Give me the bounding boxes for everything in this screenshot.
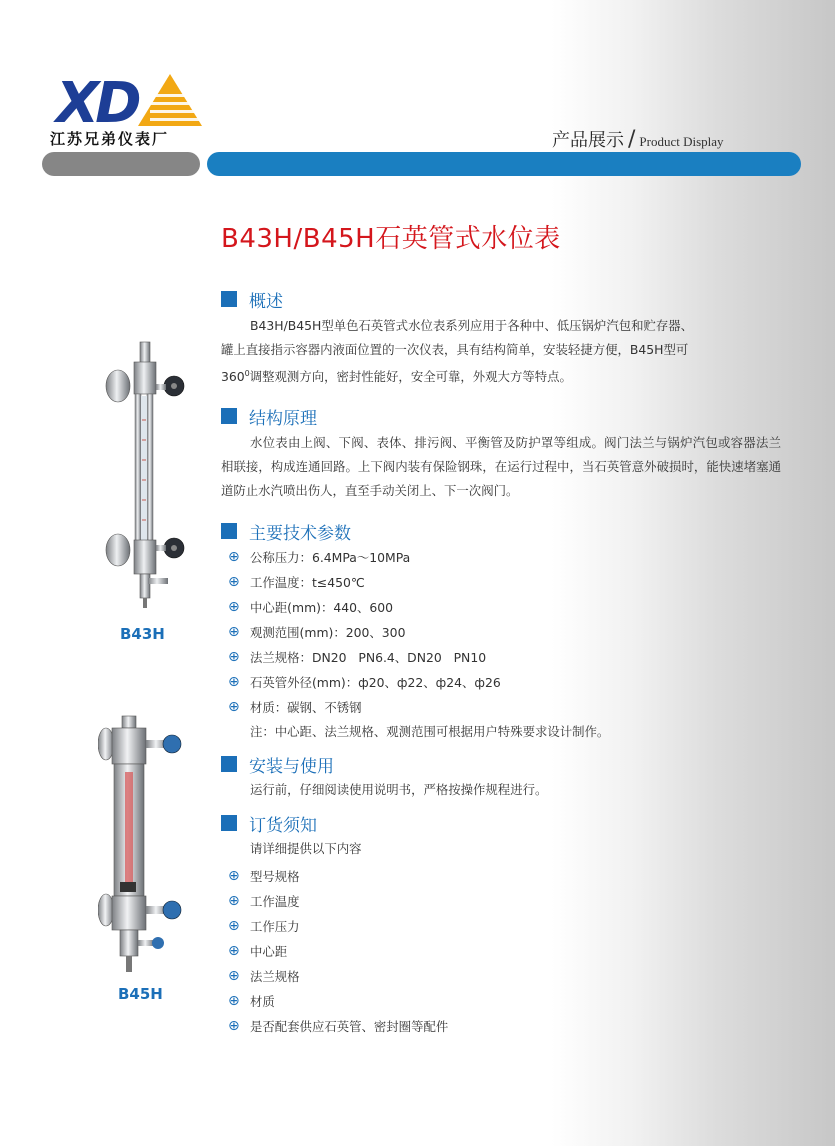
structure-text: 水位表由上阀、下阀、表体、排污阀、平衡管及防护罩等组成。阀门法兰与锅炉汽包或容器法兰相联接，构成连通回路。上下阀内装有保险钢珠，在运行过程中，当石英管意外破损时，能快速堵塞通道防止水汽喷出伤人，直至手动关闭上、下一次阀门。 [221, 435, 781, 498]
order-intro: 请详细提供以下内容 [250, 841, 362, 856]
circle-plus-icon: ⊕ [228, 598, 240, 615]
install-section [221, 753, 781, 802]
circle-plus-icon: ⊕ [228, 917, 240, 934]
b43h-product-image [104, 340, 186, 610]
list-item [221, 644, 781, 669]
circle-plus-icon: ⊕ [228, 942, 240, 959]
order-list [221, 863, 781, 1038]
circle-plus-icon: ⊕ [228, 673, 240, 690]
header-bar-blue [207, 152, 801, 176]
order-item-text: 工作压力 [250, 918, 300, 934]
structure-title: 结构原理 [249, 408, 317, 429]
list-item [221, 619, 781, 644]
logo-letters: XD [56, 71, 138, 136]
section-marker-icon [221, 756, 237, 772]
spec-text: 观测范围(mm)：200、300 [250, 624, 406, 640]
install-title: 安装与使用 [249, 756, 334, 777]
order-item-text: 法兰规格 [250, 968, 300, 984]
circle-plus-icon: ⊕ [228, 698, 240, 715]
b43h-label: B43H [120, 625, 165, 643]
b45h-label: B45H [118, 985, 163, 1003]
overview-line-1: B43H/B45H型单色石英管式水位表系列应用于各种中、低压锅炉汽包和贮存器、 [250, 318, 694, 333]
degree-sup: 0 [244, 369, 250, 378]
order-title: 订货须知 [249, 815, 317, 836]
list-item [221, 1013, 781, 1038]
section-heading-cn: 产品展示 [552, 130, 624, 151]
overview-line-3 [221, 362, 781, 389]
install-heading [221, 753, 781, 775]
list-item [221, 569, 781, 594]
header-bar-grey [42, 152, 200, 176]
circle-plus-icon: ⊕ [228, 967, 240, 984]
list-item [221, 594, 781, 619]
list-item [221, 669, 781, 694]
circle-plus-icon: ⊕ [228, 867, 240, 884]
section-marker-icon [221, 291, 237, 307]
list-item [221, 938, 781, 963]
order-item-text: 型号规格 [250, 868, 300, 884]
list-item [221, 988, 781, 1013]
structure-section [221, 405, 781, 503]
spec-text: 工作温度：t≤450℃ [250, 574, 365, 590]
list-item [221, 694, 781, 719]
list-item [221, 913, 781, 938]
specs-list [221, 544, 781, 719]
list-item [221, 963, 781, 988]
order-section [221, 812, 781, 1038]
overview-text [221, 314, 781, 389]
page-title: B43H/B45H石英管式水位表 [221, 224, 561, 254]
circle-plus-icon: ⊕ [228, 573, 240, 590]
specs-section [221, 520, 781, 744]
list-item [221, 888, 781, 913]
company-name: 江苏兄弟仪表厂 [50, 130, 170, 148]
circle-plus-icon: ⊕ [228, 1017, 240, 1034]
circle-plus-icon: ⊕ [228, 892, 240, 909]
circle-plus-icon: ⊕ [228, 648, 240, 665]
section-heading [552, 126, 792, 152]
overview-heading [221, 288, 781, 310]
section-marker-icon [221, 815, 237, 831]
specs-note: 注：中心距、法兰规格、观测范围可根据用户特殊要求设计制作。 [250, 724, 610, 739]
order-heading [221, 812, 781, 834]
slash-divider: / [628, 127, 636, 152]
list-item [221, 863, 781, 888]
rotation-value: 360 [221, 369, 245, 385]
structure-heading [221, 405, 781, 427]
spec-text: 法兰规格：DN20 PN6.4、DN20 PN10 [250, 649, 487, 665]
order-item-text: 是否配套供应石英管、密封圈等配件 [250, 1018, 449, 1034]
specs-title: 主要技术参数 [249, 523, 351, 544]
circle-plus-icon: ⊕ [228, 992, 240, 1009]
spec-text: 石英管外径(mm)：ф20、ф22、ф24、ф26 [250, 674, 501, 690]
overview-line-3-rest: 调整观测方向，密封性能好，安全可靠，外观大方等特点。 [249, 369, 572, 385]
order-item-text: 材质 [250, 993, 275, 1009]
overview-line-2: 罐上直接指示容器内液面位置的一次仪表，具有结构简单，安装轻捷方便，B45H型可 [221, 342, 689, 357]
section-marker-icon [221, 408, 237, 424]
circle-plus-icon: ⊕ [228, 548, 240, 565]
install-text: 运行前，仔细阅读使用说明书，严格按操作规程进行。 [250, 782, 548, 797]
spec-text: 中心距(mm)：440、600 [250, 599, 394, 615]
circle-plus-icon: ⊕ [228, 623, 240, 640]
order-item-text: 工作温度 [250, 893, 300, 909]
order-item-text: 中心距 [250, 943, 288, 959]
b45h-product-image [98, 714, 184, 976]
section-marker-icon [221, 523, 237, 539]
section-heading-en: Product Display [639, 134, 724, 149]
specs-heading [221, 520, 781, 542]
overview-section [221, 288, 781, 389]
spec-text: 材质：碳钢、不锈钢 [250, 699, 362, 715]
list-item [221, 544, 781, 569]
spec-text: 公称压力：6.4MPa～10MPa [250, 549, 411, 565]
overview-title: 概述 [249, 291, 283, 312]
